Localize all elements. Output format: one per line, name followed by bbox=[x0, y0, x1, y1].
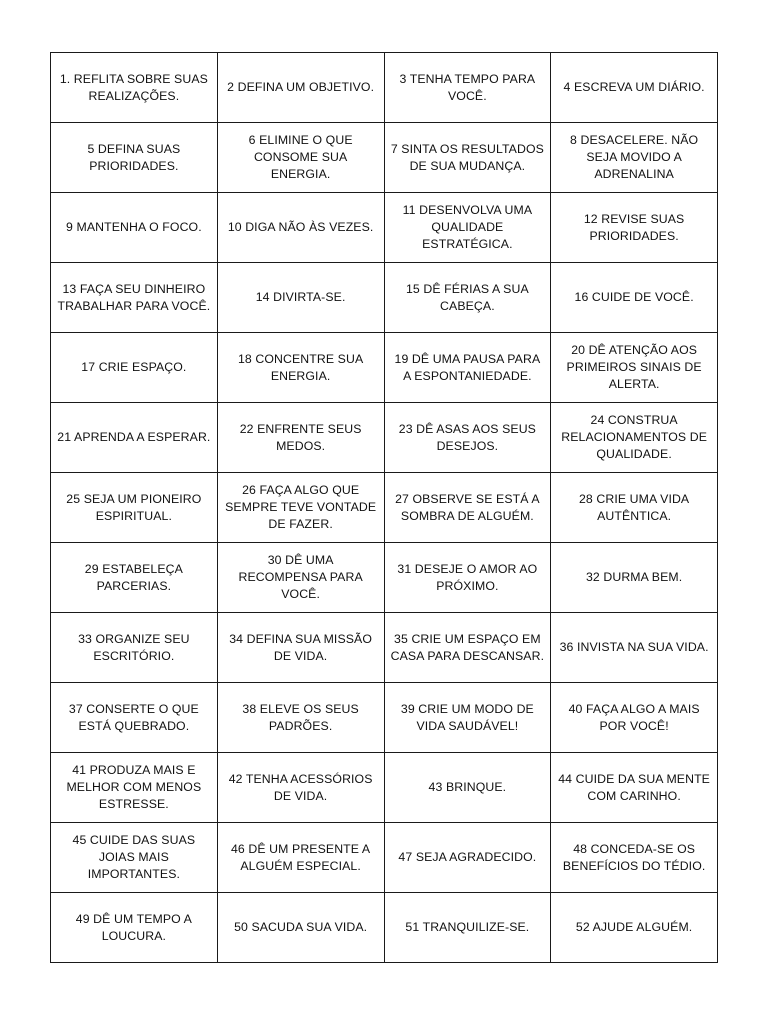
card-cell: 47 SEJA AGRADECIDO. bbox=[384, 823, 551, 893]
card-cell: 49 DÊ UM TEMPO A LOUCURA. bbox=[51, 893, 218, 963]
card-cell: 28 CRIE UMA VIDA AUTÊNTICA. bbox=[551, 473, 718, 543]
card-cell: 44 CUIDE DA SUA MENTE COM CARINHO. bbox=[551, 753, 718, 823]
card-row bbox=[51, 683, 718, 753]
card-row bbox=[51, 193, 718, 263]
card-row bbox=[51, 543, 718, 613]
card-cell: 29 ESTABELEÇA PARCERIAS. bbox=[51, 543, 218, 613]
card-cell: 33 ORGANIZE SEU ESCRITÓRIO. bbox=[51, 613, 218, 683]
card-cell: 21 APRENDA A ESPERAR. bbox=[51, 403, 218, 473]
card-cell: 23 DÊ ASAS AOS SEUS DESEJOS. bbox=[384, 403, 551, 473]
card-cell: 31 DESEJE O AMOR AO PRÓXIMO. bbox=[384, 543, 551, 613]
card-cell: 45 CUIDE DAS SUAS JOIAS MAIS IMPORTANTES. bbox=[51, 823, 218, 893]
card-row bbox=[51, 403, 718, 473]
card-cell: 50 SACUDA SUA VIDA. bbox=[217, 893, 384, 963]
card-row bbox=[51, 123, 718, 193]
card-cell: 38 ELEVE OS SEUS PADRÕES. bbox=[217, 683, 384, 753]
card-grid bbox=[50, 52, 718, 963]
card-cell: 27 OBSERVE SE ESTÁ A SOMBRA DE ALGUÉM. bbox=[384, 473, 551, 543]
card-row bbox=[51, 753, 718, 823]
card-row bbox=[51, 473, 718, 543]
card-cell: 2 DEFINA UM OBJETIVO. bbox=[217, 53, 384, 123]
card-cell: 41 PRODUZA MAIS E MELHOR COM MENOS ESTRESSE. bbox=[51, 753, 218, 823]
card-row bbox=[51, 333, 718, 403]
card-cell: 34 DEFINA SUA MISSÃO DE VIDA. bbox=[217, 613, 384, 683]
card-cell: 15 DÊ FÉRIAS A SUA CABEÇA. bbox=[384, 263, 551, 333]
card-cell: 24 CONSTRUA RELACIONAMENTOS DE QUALIDADE. bbox=[551, 403, 718, 473]
card-row bbox=[51, 53, 718, 123]
card-cell: 11 DESENVOLVA UMA QUALIDADE ESTRATÉGICA. bbox=[384, 193, 551, 263]
card-cell: 25 SEJA UM PIONEIRO ESPIRITUAL. bbox=[51, 473, 218, 543]
card-cell: 30 DÊ UMA RECOMPENSA PARA VOCÊ. bbox=[217, 543, 384, 613]
card-cell: 3 TENHA TEMPO PARA VOCÊ. bbox=[384, 53, 551, 123]
card-cell: 4 ESCREVA UM DIÁRIO. bbox=[551, 53, 718, 123]
card-cell: 7 SINTA OS RESULTADOS DE SUA MUDANÇA. bbox=[384, 123, 551, 193]
card-cell: 40 FAÇA ALGO A MAIS POR VOCÊ! bbox=[551, 683, 718, 753]
card-cell: 20 DÊ ATENÇÃO AOS PRIMEIROS SINAIS DE ALERTA. bbox=[551, 333, 718, 403]
card-cell: 13 FAÇA SEU DINHEIRO TRABALHAR PARA VOCÊ. bbox=[51, 263, 218, 333]
card-cell: 14 DIVIRTA-SE. bbox=[217, 263, 384, 333]
card-cell: 37 CONSERTE O QUE ESTÁ QUEBRADO. bbox=[51, 683, 218, 753]
card-cell: 19 DÊ UMA PAUSA PARA A ESPONTANIEDADE. bbox=[384, 333, 551, 403]
card-cell: 51 TRANQUILIZE-SE. bbox=[384, 893, 551, 963]
card-cell: 10 DIGA NÃO ÀS VEZES. bbox=[217, 193, 384, 263]
card-cell: 9 MANTENHA O FOCO. bbox=[51, 193, 218, 263]
card-cell: 43 BRINQUE. bbox=[384, 753, 551, 823]
card-cell: 26 FAÇA ALGO QUE SEMPRE TEVE VONTADE DE FAZER. bbox=[217, 473, 384, 543]
card-cell: 52 AJUDE ALGUÉM. bbox=[551, 893, 718, 963]
card-cell: 6 ELIMINE O QUE CONSOME SUA ENERGIA. bbox=[217, 123, 384, 193]
card-cell: 36 INVISTA NA SUA VIDA. bbox=[551, 613, 718, 683]
card-cell: 8 DESACELERE. NÃO SEJA MOVIDO A ADRENALINA bbox=[551, 123, 718, 193]
card-row bbox=[51, 613, 718, 683]
card-cell: 22 ENFRENTE SEUS MEDOS. bbox=[217, 403, 384, 473]
card-cell: 12 REVISE SUAS PRIORIDADES. bbox=[551, 193, 718, 263]
card-cell: 46 DÊ UM PRESENTE A ALGUÉM ESPECIAL. bbox=[217, 823, 384, 893]
card-row bbox=[51, 823, 718, 893]
card-cell: 18 CONCENTRE SUA ENERGIA. bbox=[217, 333, 384, 403]
card-cell: 35 CRIE UM ESPAÇO EM CASA PARA DESCANSAR. bbox=[384, 613, 551, 683]
card-cell: 5 DEFINA SUAS PRIORIDADES. bbox=[51, 123, 218, 193]
card-cell: 48 CONCEDA-SE OS BENEFÍCIOS DO TÉDIO. bbox=[551, 823, 718, 893]
card-row bbox=[51, 263, 718, 333]
card-grid-body bbox=[51, 53, 718, 963]
card-cell: 32 DURMA BEM. bbox=[551, 543, 718, 613]
card-cell: 17 CRIE ESPAÇO. bbox=[51, 333, 218, 403]
card-cell: 16 CUIDE DE VOCÊ. bbox=[551, 263, 718, 333]
card-cell: 39 CRIE UM MODO DE VIDA SAUDÁVEL! bbox=[384, 683, 551, 753]
card-cell: 1. REFLITA SOBRE SUAS REALIZAÇÕES. bbox=[51, 53, 218, 123]
card-cell: 42 TENHA ACESSÓRIOS DE VIDA. bbox=[217, 753, 384, 823]
card-row bbox=[51, 893, 718, 963]
